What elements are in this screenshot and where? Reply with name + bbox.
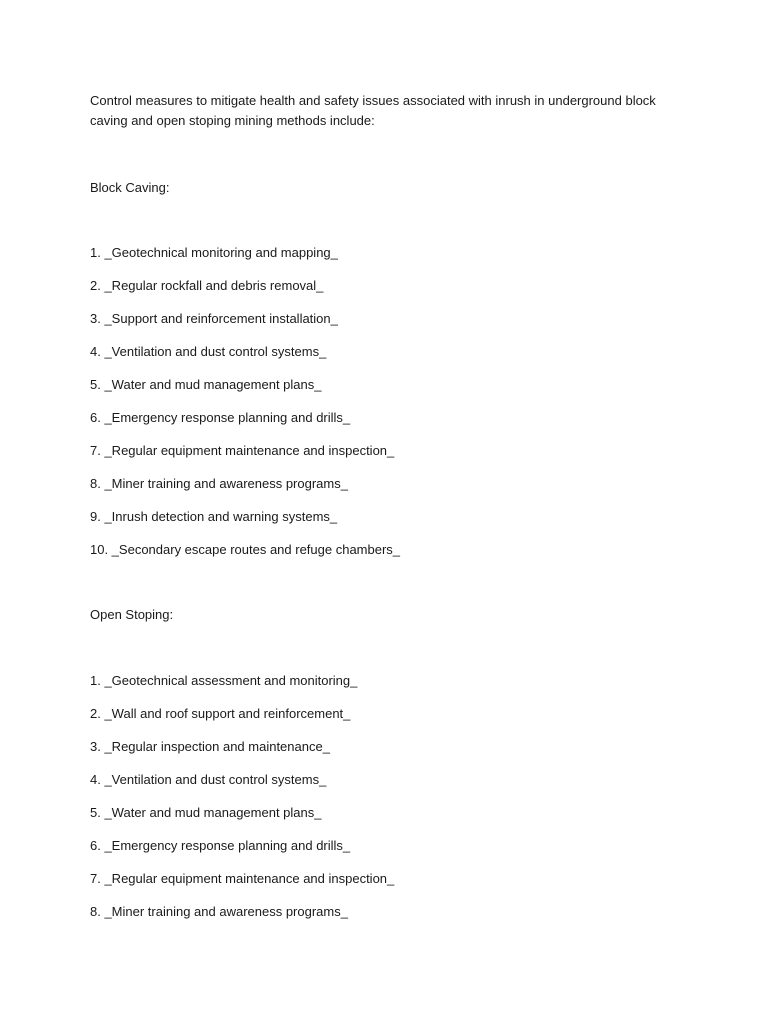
list-item: 5. _Water and mud management plans_	[90, 805, 322, 820]
list-item: 10. _Secondary escape routes and refuge chambers_	[90, 542, 401, 557]
list-item: 8. _Miner training and awareness programs_	[90, 904, 348, 919]
list-item: 3. _Regular inspection and maintenance_	[90, 739, 330, 754]
list-item: 8. _Miner training and awareness programs_	[90, 476, 348, 491]
list-item: 5. _Water and mud management plans_	[90, 377, 322, 392]
section-heading-block-caving: Block Caving:	[90, 180, 170, 195]
list-item: 4. _Ventilation and dust control systems_	[90, 772, 327, 787]
section-heading-open-stoping: Open Stoping:	[90, 607, 174, 622]
list-item: 6. _Emergency response planning and drills_	[90, 410, 351, 425]
list-item: 1. _Geotechnical monitoring and mapping_	[90, 245, 338, 260]
open-stoping-list	[90, 671, 394, 935]
list-item: 1. _Geotechnical assessment and monitoring_	[90, 673, 358, 688]
list-item: 7. _Regular equipment maintenance and inspection_	[90, 443, 395, 458]
list-item: 7. _Regular equipment maintenance and inspection_	[90, 871, 395, 886]
list-item: 4. _Ventilation and dust control systems_	[90, 344, 327, 359]
block-caving-list	[90, 243, 400, 573]
list-item: 3. _Support and reinforcement installation_	[90, 311, 338, 326]
list-item: 6. _Emergency response planning and drills_	[90, 838, 351, 853]
list-item: 2. _Wall and roof support and reinforcement_	[90, 706, 351, 721]
intro-paragraph: Control measures to mitigate health and safety issues associated with inrush in underground block caving and open stoping mining methods include:	[90, 93, 656, 128]
list-item: 2. _Regular rockfall and debris removal_	[90, 278, 324, 293]
list-item: 9. _Inrush detection and warning systems_	[90, 509, 338, 524]
